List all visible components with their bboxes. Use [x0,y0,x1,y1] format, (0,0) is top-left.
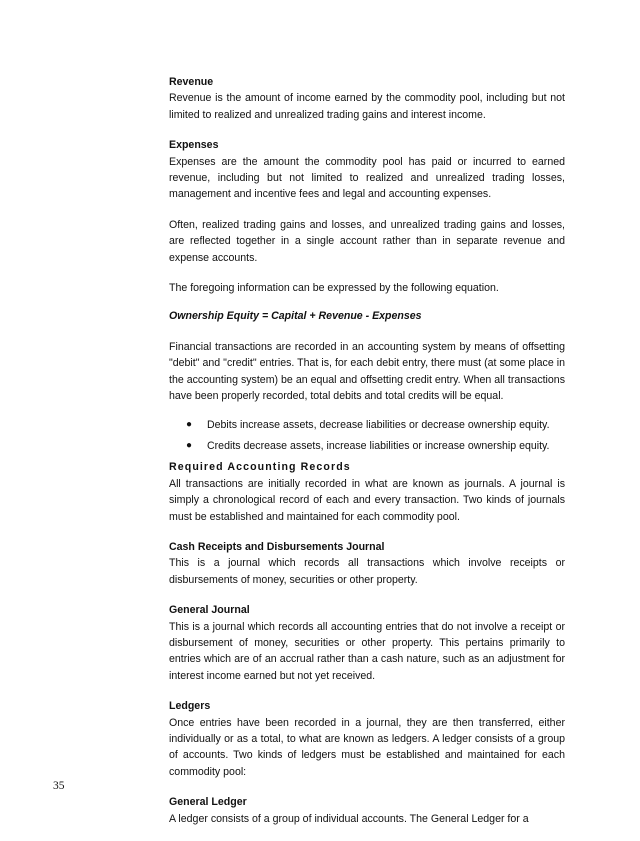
list-item [169,417,565,433]
bullet-icon: ● [186,439,193,451]
revenue-heading: Revenue [169,76,214,88]
required-records-heading: Required Accounting Records [169,461,351,474]
cash-journal-heading: Cash Receipts and Disbursements Journal [169,540,385,553]
expenses-body-3: The foregoing information can be expressed by the following equation. [169,282,499,295]
page-number: 35 [53,780,65,792]
bullet-text: Debits increase assets, decrease liabilities or decrease ownership equity. [207,418,550,431]
general-journal-heading: General Journal [169,604,250,617]
list-item [169,438,565,454]
ownership-equity-equation: Ownership Equity = Capital + Revenue - Expenses [169,310,422,323]
page-content [169,74,565,841]
revenue-body: Revenue is the amount of income earned by the commodity pool, including but not limited to realized and unrealized trading gains and interest income. [169,92,565,121]
cash-journal-body: This is a journal which records all transactions which involve receipts or disbursements of money, securities or other property. [169,557,565,586]
required-records-body: All transactions are initially recorded in what are known as journals. A journal is simply a chronological record of each and every transaction. Two kinds of journals must be established and maintained for each commodity pool. [169,477,565,523]
expenses-body: Expenses are the amount the commodity pool has paid or incurred to earned revenue, including but not limited to realized and unrealized trading losses, management and incentive fees and legal and accounting expenses. [169,155,565,201]
expenses-heading: Expenses [169,139,219,152]
general-ledger-body: A ledger consists of a group of individual accounts. The General Ledger for a [169,812,529,825]
bullet-icon: ● [186,418,193,430]
ledgers-heading: Ledgers [169,700,211,713]
general-ledger-heading: General Ledger [169,796,247,809]
ledgers-body: Once entries have been recorded in a journal, they are then transferred, either individually or as a total, to what are known as ledgers. A ledger consists of a group of accounts. Two kinds of ledgers must be established and maintained for each commodity pool: [169,716,565,778]
transactions-body: Financial transactions are recorded in an accounting system by means of offsetting "debit" and "credit" entries. That is, for each debit entry, there must (at some place in the accounting system) be an equal and offsetting credit entry. When all transactions have been properly recorded, total debits and total credits will be equal. [169,340,565,403]
general-journal-body: This is a journal which records all accounting entries that do not involve a receipt or disbursement of money, securities or other property. This pertains primarily to entries which are of an accrual rather than a cash nature, such as an adjustment for interest income earned but not yet received. [169,620,565,682]
bullet-text: Credits decrease assets, increase liabilities or increase ownership equity. [207,439,550,452]
expenses-body-2: Often, realized trading gains and losses, and unrealized trading gains and losses, are reflected together in a single account rather than in separate revenue and expense accounts. [169,218,565,264]
debit-credit-rules-list [169,417,565,455]
